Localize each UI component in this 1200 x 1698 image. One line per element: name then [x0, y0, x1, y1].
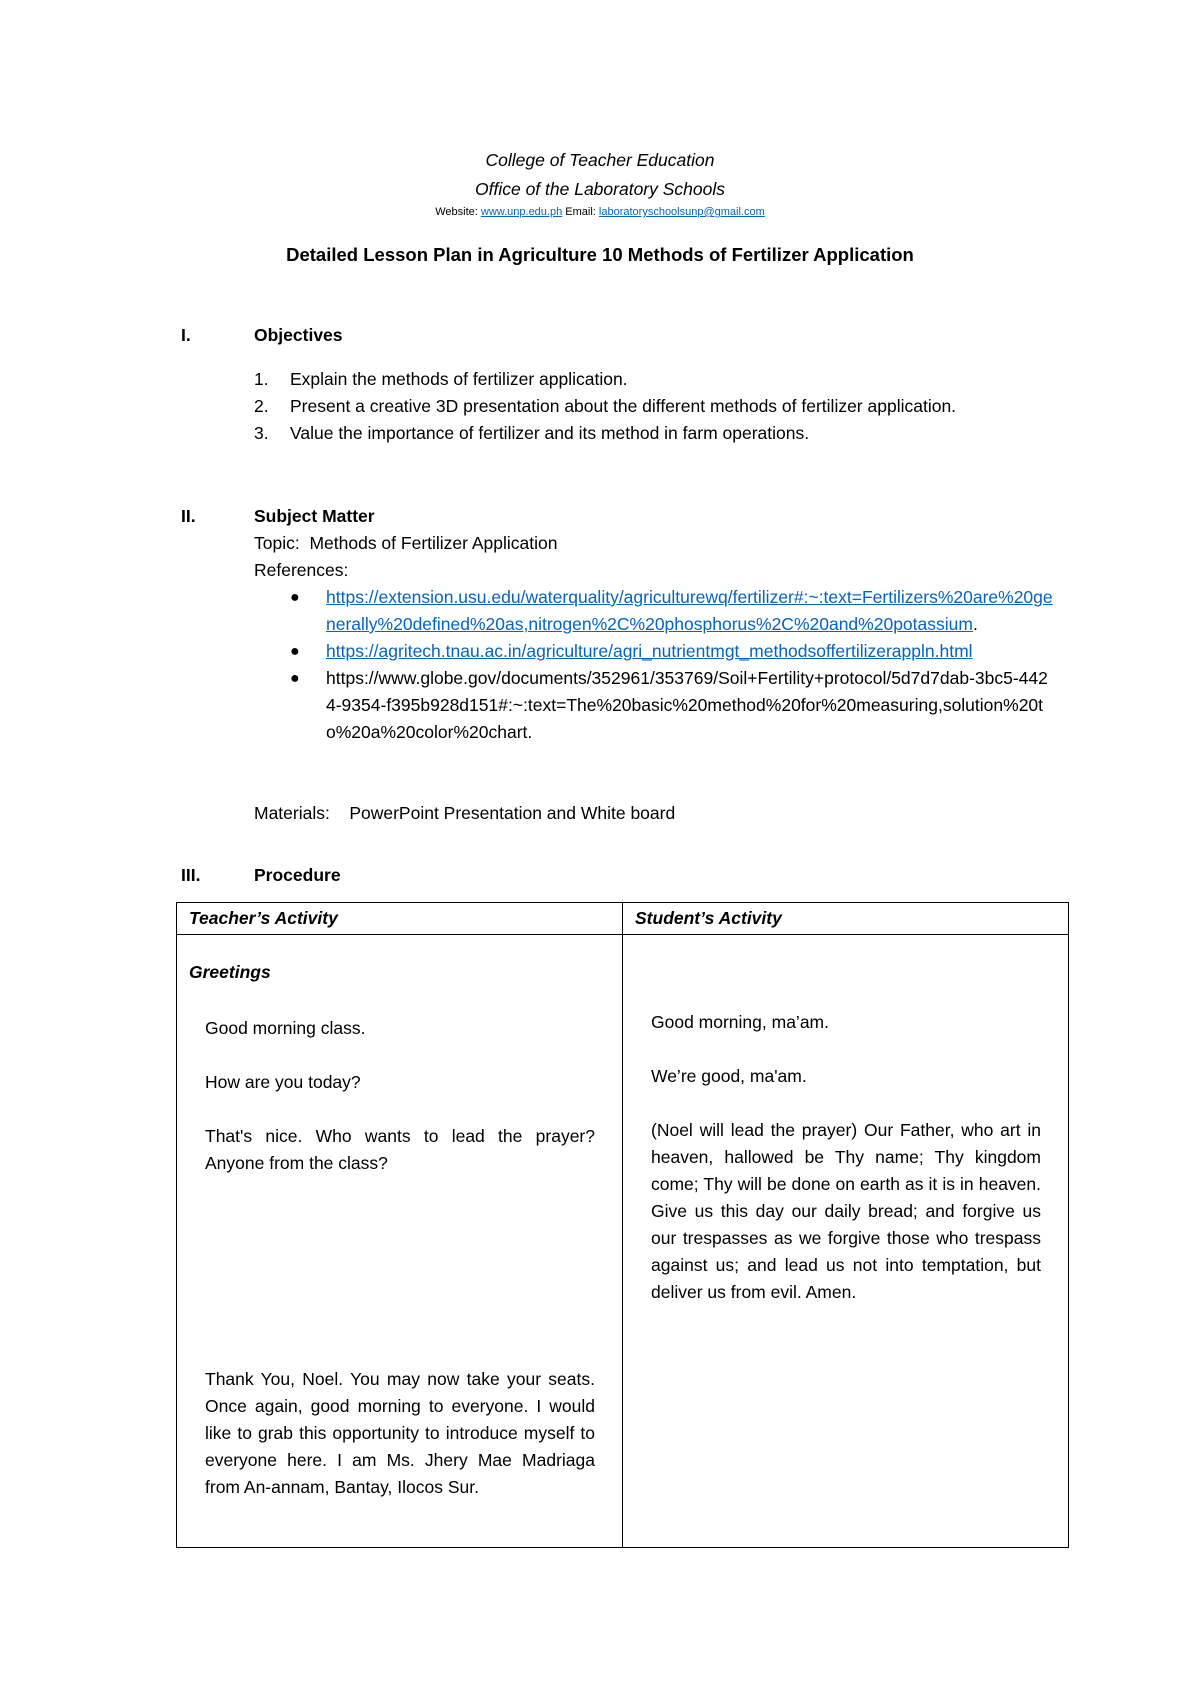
- section-heading-procedure: Procedure: [254, 865, 341, 885]
- objectives-list: [254, 366, 1054, 447]
- objective-number: 2.: [254, 396, 269, 416]
- objective-text: Explain the methods of fertilizer application.: [290, 369, 628, 389]
- materials-value: PowerPoint Presentation and White board: [349, 803, 676, 823]
- student-line: Good morning, ma’am.: [651, 1012, 829, 1032]
- teacher-line: That's nice. Who wants to lead the prayer? Anyone from the class?: [205, 1126, 595, 1173]
- table-header-row: [177, 903, 1069, 935]
- header-teacher-activity: Teacher’s Activity: [177, 903, 623, 935]
- website-link[interactable]: www.unp.edu.ph: [480, 206, 563, 218]
- document-title: Detailed Lesson Plan in Agriculture 10 Methods of Fertilizer Application: [286, 244, 914, 265]
- college-name: College of Teacher Education: [485, 150, 715, 170]
- procedure-table: [176, 902, 1069, 1548]
- objective-item: [254, 393, 1054, 420]
- objective-number: 3.: [254, 423, 269, 443]
- topic-label: Topic:: [254, 533, 300, 553]
- references-label: References:: [254, 560, 349, 580]
- student-cell: [623, 935, 1069, 1548]
- section-number-procedure: III.: [181, 865, 201, 885]
- contact-line: [0, 205, 1200, 219]
- header-student-activity: Student’s Activity: [623, 903, 1069, 935]
- bullet-icon: ●: [290, 589, 300, 606]
- reference-item: [288, 638, 1054, 665]
- teacher-line: How are you today?: [205, 1072, 361, 1092]
- section-number-subject: II.: [181, 506, 196, 526]
- email-label: Email:: [565, 206, 596, 218]
- teacher-line: Good morning class.: [205, 1018, 366, 1038]
- table-row: [177, 935, 1069, 1548]
- section-heading-objectives: Objectives: [254, 325, 343, 345]
- reference-text: https://www.globe.gov/documents/352961/353769/Soil+Fertility+protocol/5d7d7dab-3bc5-4424-9354-f395b928d151#:~:text=The%20basic%20method%20for%20measuring,solution%20to%20a%20color%20chart.: [326, 668, 1048, 742]
- objective-text: Value the importance of fertilizer and its method in farm operations.: [290, 423, 810, 443]
- reference-link[interactable]: https://agritech.tnau.ac.in/agriculture/agri_nutrientmgt_methodsoffertilizerappln.html: [326, 641, 973, 661]
- objective-item: [254, 420, 1054, 447]
- student-line: We’re good, ma'am.: [651, 1066, 807, 1086]
- references-list: [288, 584, 1054, 746]
- topic-value: Methods of Fertilizer Application: [309, 533, 558, 553]
- office-name: Office of the Laboratory Schools: [475, 179, 725, 199]
- bullet-icon: ●: [290, 670, 300, 687]
- reference-link[interactable]: https://extension.usu.edu/waterquality/agriculturewq/fertilizer#:~:text=Fertilizers%20are%20generally%20defined%20as,nitrogen%2C%20phosphorus%2C%20and%20potassium: [326, 587, 1053, 634]
- student-line: (Noel will lead the prayer) Our Father, who art in heaven, hallowed be Thy name; Thy kingdom come; Thy will be done on earth as it is in heaven. Give us this day our daily bread; and forgive us our trespasses as we forgive those who trespass against us; and lead us not into temptation, but deliver us from evil. Amen.: [651, 1120, 1041, 1302]
- objective-number: 1.: [254, 369, 269, 389]
- section-number-objectives: I.: [181, 325, 191, 345]
- bullet-icon: ●: [290, 643, 300, 660]
- greetings-heading: Greetings: [189, 962, 271, 982]
- objective-text: Present a creative 3D presentation about the different methods of fertilizer application.: [290, 396, 957, 416]
- topic-line: [254, 530, 1054, 557]
- teacher-cell: [177, 935, 623, 1548]
- materials-line: [254, 800, 1054, 827]
- website-label: Website:: [435, 206, 478, 218]
- reference-item: [288, 584, 1054, 638]
- materials-label: Materials:: [254, 803, 330, 823]
- objective-item: [254, 366, 1054, 393]
- reference-suffix: .: [972, 614, 978, 634]
- teacher-line: Thank You, Noel. You may now take your seats. Once again, good morning to everyone. I would like to grab this opportunity to introduce myself to everyone here. I am Ms. Jhery Mae Madriaga from An-annam, Bantay, Ilocos Sur.: [205, 1369, 595, 1497]
- email-link[interactable]: laboratoryschoolsunp@gmail.com: [598, 206, 765, 218]
- reference-item: [288, 665, 1054, 746]
- section-heading-subject: Subject Matter: [254, 506, 375, 526]
